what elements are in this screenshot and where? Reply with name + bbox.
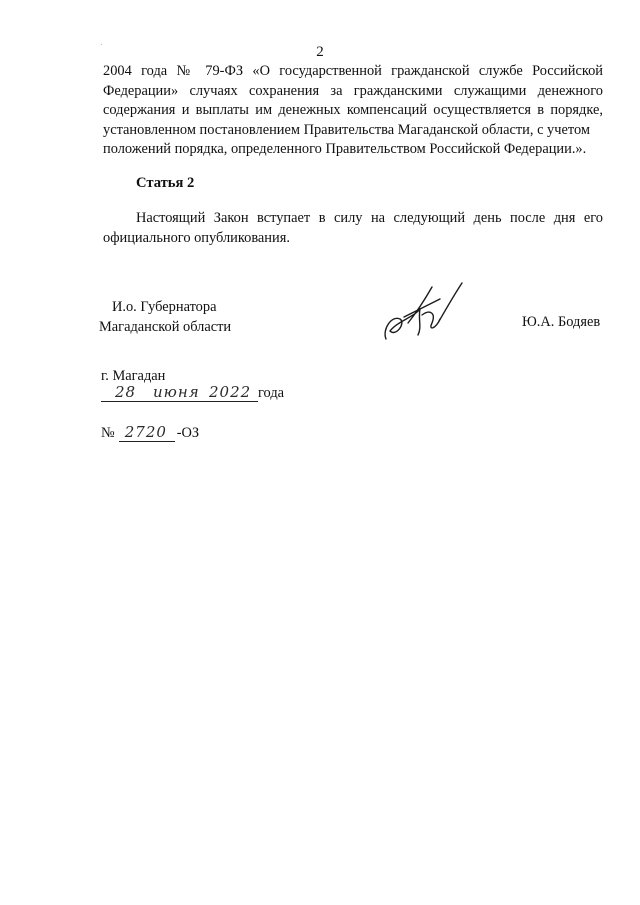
law-number-blank	[119, 423, 175, 442]
law-number-line	[101, 423, 199, 442]
paragraph-2: Настоящий Закон вступает в силу на следующий день после дня его официального опубликования.	[103, 210, 603, 246]
paragraph-1	[103, 62, 603, 160]
date-year: 2022	[209, 383, 252, 401]
signatory-name: Ю.А. Бодяев	[522, 314, 601, 330]
paragraph-1-last-line: положений порядка, определенного Правительством Российской Федерации.».	[103, 141, 587, 158]
date-suffix: года	[258, 385, 285, 401]
law-number-value: 2720	[124, 423, 167, 441]
date-blank	[101, 383, 258, 402]
place: г. Магадан	[101, 368, 166, 384]
handwritten-signature	[378, 279, 468, 347]
law-number-prefix: №	[101, 425, 115, 441]
signatory-title-line-1: И.о. Губернатора	[112, 299, 217, 315]
paragraph-1-text: 2004 года № 79-ФЗ «О государственной гражданской службе Российской Федерации» случаях сохранения за гражданскими служащими денежного содержания и выплаты им денежных компенсаций осуществляется в порядке, установленном постановлением Правительства Магаданской области, с учетом	[103, 63, 603, 138]
article-heading: Статья 2	[136, 175, 195, 191]
law-number-suffix: -ОЗ	[176, 425, 200, 441]
signatory-title	[99, 297, 231, 337]
signatory-title-line-2: Магаданской области	[99, 319, 232, 335]
date-day: 28	[115, 383, 137, 401]
date-month: июня	[153, 383, 200, 401]
date-line	[101, 383, 284, 402]
page-number: 2	[316, 44, 324, 60]
